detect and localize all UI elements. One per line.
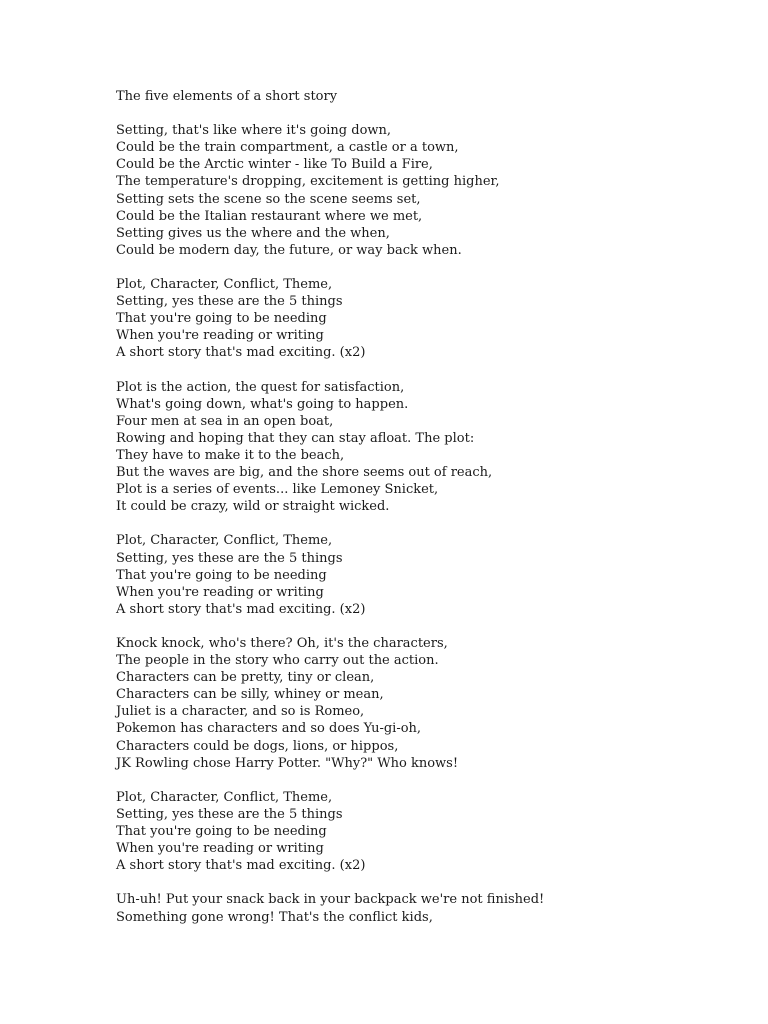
text-line: Setting, yes these are the 5 things [116, 806, 343, 822]
stanza-chorus [116, 532, 736, 617]
stanza-chorus [116, 789, 736, 874]
text-line: The people in the story who carry out the action. [116, 653, 439, 669]
text-line: Plot is the action, the quest for satisfaction, [116, 379, 405, 395]
text-line: A short story that's mad exciting. (x2) [116, 601, 366, 617]
text-line: They have to make it to the beach, [116, 447, 345, 463]
stanza-plot [116, 379, 736, 516]
document-title: The five elements of a short story [116, 89, 338, 104]
stanza-conflict [116, 891, 736, 925]
text-line: Setting, yes these are the 5 things [116, 550, 343, 566]
stanza-characters [116, 635, 736, 772]
text-line: A short story that's mad exciting. (x2) [116, 858, 366, 874]
text-line: Could be the train compartment, a castle or a town, [116, 140, 459, 156]
stanza-chorus [116, 276, 736, 361]
text-line: Characters can be silly, whiney or mean, [116, 687, 384, 703]
text-line: Something gone wrong! That's the conflict kids, [116, 909, 433, 925]
text-line: Juliet is a character, and so is Romeo, [116, 704, 365, 720]
text-line: Knock knock, who's there? Oh, it's the characters, [116, 636, 448, 651]
text-line: Rowing and hoping that they can stay afloat. The plot: [116, 430, 475, 446]
stanza-setting [116, 122, 736, 259]
text-line: Plot is a series of events... like Lemoney Snicket, [116, 482, 439, 498]
text-line: Setting gives us the where and the when, [116, 225, 390, 241]
text-line: Setting sets the scene so the scene seems set, [116, 191, 421, 207]
text-line: When you're reading or writing [116, 328, 324, 344]
text-line: Plot, Character, Conflict, Theme, [116, 789, 333, 805]
text-line: What's going down, what's going to happen. [116, 396, 409, 412]
document-page [116, 88, 736, 943]
text-line: The temperature's dropping, excitement is getting higher, [116, 174, 500, 190]
text-line: Setting, yes these are the 5 things [116, 294, 343, 310]
text-line: Setting, that's like where it's going down, [116, 123, 392, 139]
text-line: A short story that's mad exciting. (x2) [116, 345, 366, 361]
text-line: Pokemon has characters and so does Yu-gi-oh, [116, 721, 422, 737]
text-line: That you're going to be needing [116, 567, 327, 583]
text-line: Uh-uh! Put your snack back in your backpack we're not finished! [116, 892, 545, 908]
text-line: It could be crazy, wild or straight wicked. [116, 499, 390, 515]
text-line: But the waves are big, and the shore seems out of reach, [116, 465, 493, 481]
text-line: That you're going to be needing [116, 311, 327, 327]
text-line: Characters could be dogs, lions, or hippos, [116, 738, 399, 754]
text-line: That you're going to be needing [116, 824, 327, 840]
text-line: Characters can be pretty, tiny or clean, [116, 670, 375, 686]
text-line: Could be modern day, the future, or way back when. [116, 242, 462, 258]
text-line: Plot, Character, Conflict, Theme, [116, 533, 333, 549]
text-line: When you're reading or writing [116, 584, 324, 600]
text-line: When you're reading or writing [116, 841, 324, 857]
text-line: JK Rowling chose Harry Potter. "Why?" Who knows! [116, 755, 459, 771]
text-line: Could be the Italian restaurant where we met, [116, 208, 423, 224]
text-line: Four men at sea in an open boat, [116, 413, 334, 429]
text-line: Could be the Arctic winter - like To Build a Fire, [116, 157, 433, 173]
text-line: Plot, Character, Conflict, Theme, [116, 277, 333, 293]
